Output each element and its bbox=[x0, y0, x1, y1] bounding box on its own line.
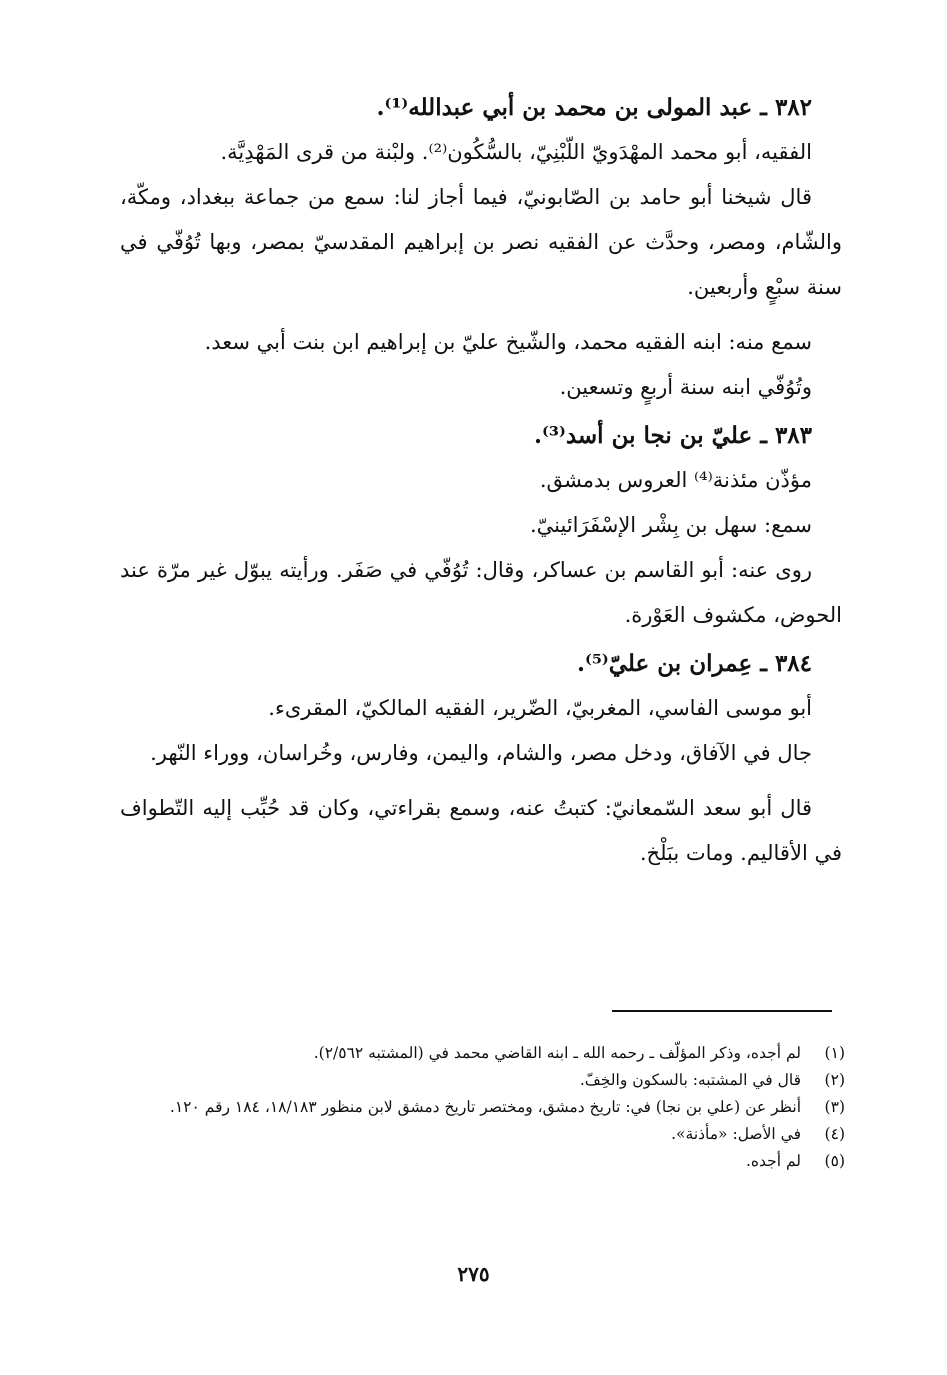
footnote-separator bbox=[612, 1010, 832, 1012]
footnote-number: (٤) bbox=[824, 1125, 845, 1143]
entry-384-paragraph-1: أبو موسى الفاسي، المغربيّ، الضّرير، الفقيه المالكيّ، المقرىء. bbox=[268, 696, 812, 720]
footnote-3 bbox=[105, 1094, 845, 1121]
footnote-text: قال في المشتبه: بالسكون والخِفّ. bbox=[579, 1071, 801, 1089]
page-number: ٢٧٥ bbox=[457, 1262, 490, 1286]
footnote-text: أنظر عن (علي بن نجا) في: تاريخ دمشق، ومختصر تاريخ دمشق لابن منظور ١٨/١٨٣، ١٨٤ رقم ١٢٠. bbox=[169, 1098, 801, 1116]
entry-heading-383: ٣٨٣ ـ عليّ بن نجا بن أسد⁽³⁾. bbox=[534, 422, 812, 449]
footnote-number: (٥) bbox=[824, 1152, 845, 1170]
footnote-number: (١) bbox=[824, 1044, 845, 1062]
footnote-text: لم أجده. bbox=[745, 1152, 801, 1170]
entry-382-paragraph-4: وتُوُفّي ابنه سنة أربعٍ وتسعين. bbox=[559, 375, 812, 399]
main-text bbox=[120, 92, 842, 876]
entry-384-paragraph-3: قال أبو سعد السّمعانيّ: كتبتُ عنه، وسمع بقراءتي، وكان قد حُبِّب إليه التّطواف في الأقاليم. ومات ببَلْخ. bbox=[120, 796, 842, 865]
footnote-number: (٣) bbox=[824, 1098, 845, 1116]
footnote-text: في الأصل: «مأذنة». bbox=[671, 1125, 801, 1143]
entry-382-paragraph-2: قال شيخنا أبو حامد بن الصّابونيّ، فيما أجاز لنا: سمع من جماعة ببغداد، ومكّة، والشّام، ومصر، وحدَّث عن الفقيه نصر بن إبراهيم المقدسيّ بمصر، وبها تُوُفّي في سنة سبْعٍ وأربعين. bbox=[120, 185, 842, 299]
entry-heading-382: ٣٨٢ ـ عبد المولى بن محمد بن أبي عبدالله⁽¹⁾. bbox=[376, 94, 812, 121]
entry-382-paragraph-1: الفقيه، أبو محمد المهْدَويّ اللّبْنِيّ، بالسُّكُون⁽²⁾. ولبْنة من قرى المَهْدِيَّة. bbox=[220, 140, 812, 164]
footnote-number: (٢) bbox=[824, 1071, 845, 1089]
footnotes bbox=[105, 1040, 845, 1175]
footnote-1 bbox=[105, 1040, 845, 1067]
entry-384-paragraph-2: جال في الآفاق، ودخل مصر، والشام، واليمن، وفارس، وخُراسان، ووراء النّهر. bbox=[150, 741, 812, 765]
entry-heading-384: ٣٨٤ ـ عِمران بن عليّ⁽⁵⁾. bbox=[576, 650, 812, 677]
footnote-5 bbox=[105, 1148, 845, 1175]
footnote-4 bbox=[105, 1121, 845, 1148]
footnote-text: لم أجده، وذكر المؤلّف ـ رحمه الله ـ ابنه القاضي محمد في (المشتبه ٢/٥٦٢). bbox=[313, 1044, 801, 1062]
entry-383-paragraph-3: روى عنه: أبو القاسم بن عساكر، وقال: تُوُفّي في صَفَر. ورأيته يبوّل غير مرّة عند الحوض، مكشوف العَوْرة. bbox=[120, 558, 842, 627]
entry-383-paragraph-1: مؤذّن مئذنة⁽⁴⁾ العروس بدمشق. bbox=[539, 468, 812, 492]
entry-383-paragraph-2: سمع: سهل بن بِشْر الإسْفَرَائينيّ. bbox=[529, 513, 812, 537]
footnote-2 bbox=[105, 1067, 845, 1094]
entry-382-paragraph-3: سمع منه: ابنه الفقيه محمد، والشّيخ عليّ بن إبراهيم ابن بنت أبي سعد. bbox=[204, 330, 812, 354]
